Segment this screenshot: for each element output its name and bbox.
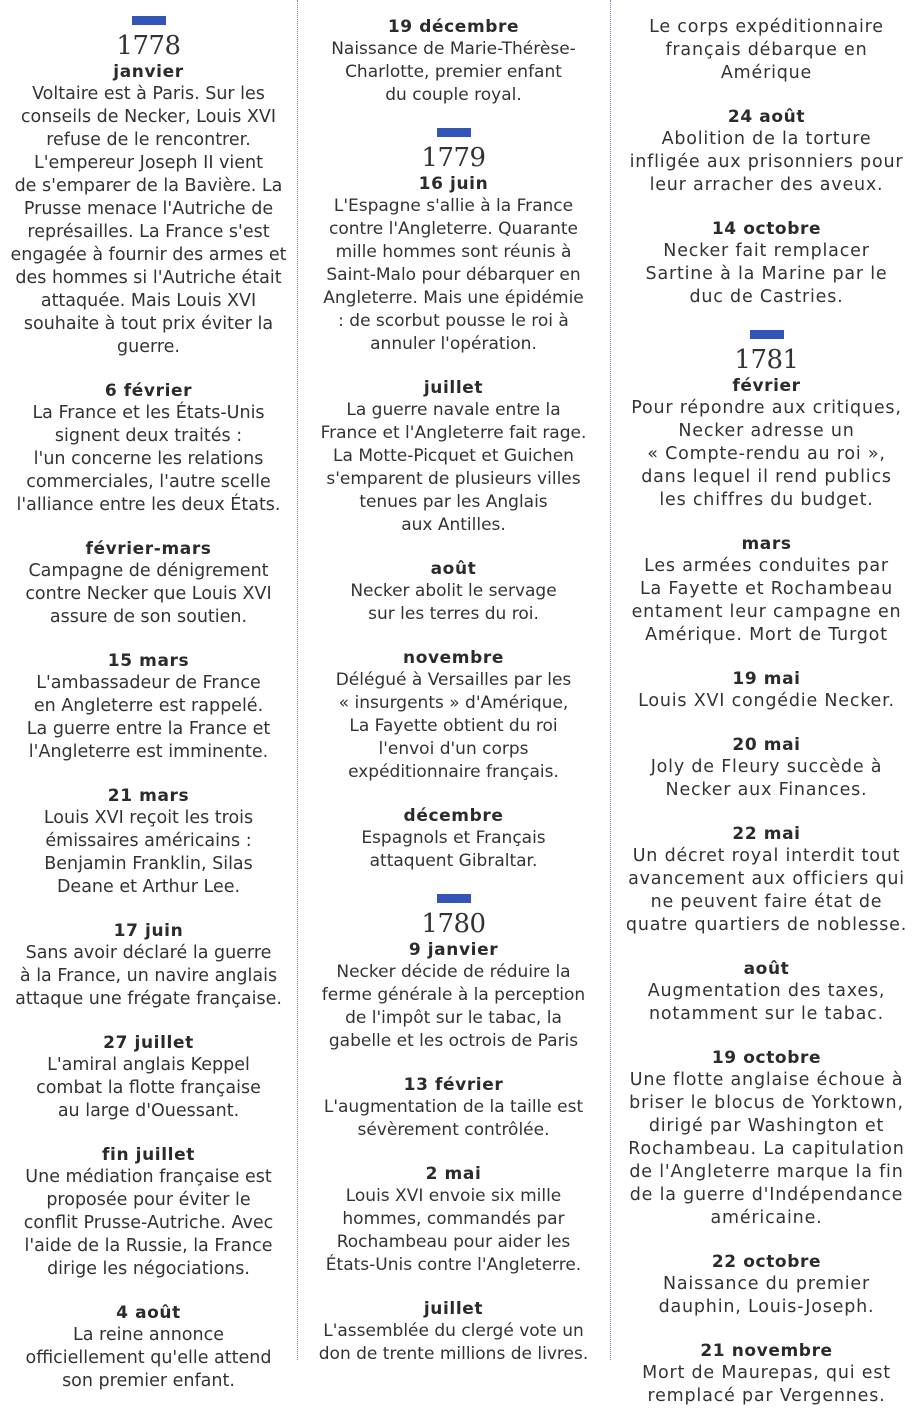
entry-text: Joly de Fleury succède à Necker aux Finances. [650, 757, 883, 800]
timeline-entry [6, 538, 291, 629]
year-label: 1781 [734, 345, 799, 375]
year-heading [305, 894, 602, 939]
timeline-entry [305, 647, 602, 784]
year-heading [618, 330, 915, 375]
entry-text: L'Espagne s'allie à la France contre l'Angleterre. Quarante mille hommes sont réunis à Saint-Malo pour débarquer en Angleterre. Mais une épidémie : de scorbut pousse le roi à annuler l'opération. [323, 196, 584, 354]
timeline-entry [618, 668, 915, 713]
timeline-entry [6, 920, 291, 1011]
year-heading [6, 16, 291, 61]
entry-text: Abolition de la torture infligée aux prisonniers pour leur arracher des aveux. [629, 129, 904, 195]
timeline-entry [305, 16, 602, 107]
entry-date: 19 octobre [711, 1048, 822, 1068]
entry-text: Pour répondre aux critiques, Necker adresse un « Compte-rendu au roi », dans lequel il rend publics les chiffres du budget. [631, 398, 902, 510]
entry-date: 19 mai [732, 669, 801, 689]
entry-date: fin juillet [102, 1145, 195, 1165]
entry-text: Un décret royal interdit tout avancement aux officiers qui ne peuvent faire état de quatre quartiers de noblesse. [625, 846, 908, 935]
timeline-entry [618, 375, 915, 512]
entry-date: février [732, 376, 801, 396]
timeline-entry [618, 106, 915, 197]
entry-date: 21 mars [107, 786, 190, 806]
timeline-entry [618, 1340, 915, 1408]
entry-date: décembre [403, 806, 504, 826]
entry-date: 4 août [116, 1303, 181, 1323]
entry-text: Louis XVI congédie Necker. [638, 691, 895, 711]
entry-date: 16 juin [418, 174, 489, 194]
entry-text: Délégué à Versailles par les « insurgents » d'Amérique, La Fayette obtient du roi l'envoi d'un corps expéditionnaire français. [335, 670, 572, 782]
entry-text: Une médiation française est proposée pour éviter le conflit Prusse-Autriche. Avec l'aide de la Russie, la France dirige les négociations. [23, 1167, 274, 1279]
entry-date: juillet [423, 378, 484, 398]
timeline-entry [305, 377, 602, 537]
timeline-entry [618, 734, 915, 802]
year-label: 1779 [421, 143, 486, 173]
entry-date: février-mars [85, 539, 212, 559]
entry-text: Necker fait remplacer Sartine à la Marine par le duc de Castries. [645, 241, 888, 307]
entry-text: L'ambassadeur de France en Angleterre est rappelé. La guerre entre la France et l'Angleterre est imminente. [26, 673, 271, 762]
entry-date: 2 mai [425, 1164, 482, 1184]
entry-date: 15 mars [107, 651, 190, 671]
timeline-entry [6, 1032, 291, 1123]
year-label: 1778 [116, 31, 181, 61]
entry-text: Sans avoir déclaré la guerre à la France, un navire anglais attaque une frégate française. [15, 943, 282, 1009]
timeline-entry [6, 1144, 291, 1281]
year-marker [437, 128, 471, 137]
entry-text: L'amiral anglais Keppel combat la flotte française au large d'Ouessant. [36, 1055, 261, 1121]
entry-text: Les armées conduites par La Fayette et Rochambeau entament leur campagne en Amérique. Mort de Turgot [631, 556, 902, 645]
entry-date: 13 février [403, 1075, 504, 1095]
entry-date: 17 juin [113, 921, 184, 941]
entry-date: 22 mai [732, 824, 801, 844]
timeline-entry [618, 218, 915, 309]
timeline-entry [6, 1302, 291, 1393]
timeline-entry [618, 823, 915, 937]
timeline-entry [305, 558, 602, 626]
year-label: 1780 [421, 909, 486, 939]
entry-text: Naissance du premier dauphin, Louis-Joseph. [658, 1274, 875, 1317]
entry-date: 21 novembre [700, 1341, 833, 1361]
timeline-entry [305, 1074, 602, 1142]
year-marker [437, 894, 471, 903]
timeline-column-2 [297, 0, 610, 1364]
entry-text: Voltaire est à Paris. Sur les conseils de Necker, Louis XVI refuse de le rencontrer. L'empereur Joseph II vient de s'emparer de la Bavière. La Prusse menace l'Autriche de représailles. La France s'est engagée à fournir des armes et des hommes si l'Autriche était attaquée. Mais Louis XVI souhaite à tout prix éviter la guerre. [10, 84, 287, 357]
year-heading [305, 128, 602, 173]
entry-date: 14 octobre [711, 219, 822, 239]
entry-text: Une flotte anglaise échoue à briser le blocus de Yorktown, dirigé par Washington et Rochambeau. La capitulation de l'Angleterre marque la fin de la guerre d'Indépendance américaine. [628, 1070, 905, 1228]
timeline-column-3 [610, 0, 921, 1406]
entry-date: 20 mai [732, 735, 801, 755]
entry-text: Le corps expéditionnaire français débarque en Amérique [649, 17, 884, 83]
entry-date: 24 août [727, 107, 806, 127]
entry-text: Naissance de Marie-Thérèse- Charlotte, premier enfant du couple royal. [331, 39, 576, 105]
timeline-entry [618, 16, 915, 85]
entry-date: 6 février [104, 381, 193, 401]
timeline-entry [618, 1047, 915, 1230]
year-marker [132, 16, 166, 25]
timeline-entry [6, 785, 291, 899]
entry-text: Mort de Maurepas, qui est remplacé par Vergennes. [642, 1363, 891, 1406]
entry-date: 22 octobre [711, 1252, 822, 1272]
timeline-entry [305, 173, 602, 356]
timeline-entry [305, 805, 602, 873]
entry-date: août [430, 559, 477, 579]
entry-date: 19 décembre [387, 17, 520, 37]
timeline-entry [618, 958, 915, 1026]
timeline-column-1 [0, 0, 297, 1391]
timeline-entry [305, 1298, 602, 1366]
entry-text: Augmentation des taxes, notamment sur le tabac. [647, 981, 886, 1024]
timeline-entry [6, 380, 291, 517]
timeline-entry [305, 939, 602, 1053]
entry-date: 27 juillet [103, 1033, 194, 1053]
entry-text: Espagnols et Français attaquent Gibraltar. [361, 828, 546, 871]
entry-date: mars [741, 534, 792, 554]
entry-text: Louis XVI reçoit les trois émissaires américains : Benjamin Franklin, Silas Deane et Arthur Lee. [43, 808, 254, 897]
timeline-entry [618, 533, 915, 647]
entry-date: janvier [113, 62, 184, 82]
timeline-entry [6, 650, 291, 764]
timeline-entry [618, 1251, 915, 1319]
entry-date: novembre [403, 648, 504, 668]
entry-text: Necker abolit le servage sur les terres du roi. [350, 581, 557, 624]
entry-date: août [743, 959, 790, 979]
timeline-entry [6, 61, 291, 359]
entry-text: La guerre navale entre la France et l'Angleterre fait rage. La Motte-Picquet et Guichen s'emparent de plusieurs villes tenues par les Anglais aux Antilles. [320, 400, 587, 535]
entry-text: Necker décide de réduire la ferme générale à la perception de l'impôt sur le tabac, la gabelle et les octrois de Paris [321, 962, 586, 1051]
entry-text: Louis XVI envoie six mille hommes, commandés par Rochambeau pour aider les États-Unis contre l'Angleterre. [325, 1186, 582, 1275]
entry-date: juillet [423, 1299, 484, 1319]
entry-text: L'assemblée du clergé vote un don de trente millions de livres. [318, 1321, 589, 1364]
entry-text: Campagne de dénigrement contre Necker que Louis XVI assure de son soutien. [25, 561, 272, 627]
timeline-entry [305, 1163, 602, 1277]
entry-text: La France et les États-Unis signent deux traités : l'un concerne les relations commerciales, l'autre scelle l'alliance entre les deux États. [16, 403, 281, 515]
entry-text: La reine annonce officiellement qu'elle attend son premier enfant. [25, 1325, 272, 1391]
entry-date: 9 janvier [408, 940, 499, 960]
entry-text: L'augmentation de la taille est sévèrement contrôlée. [323, 1097, 584, 1140]
year-marker [750, 330, 784, 339]
